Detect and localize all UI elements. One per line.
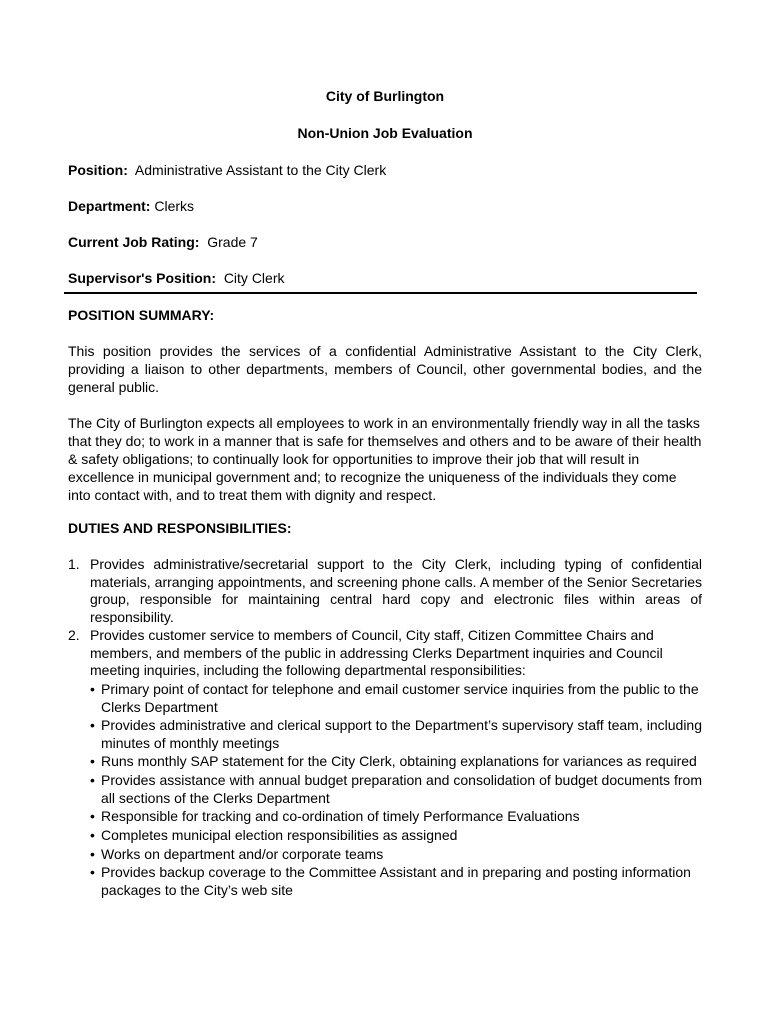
job-rating-field xyxy=(68,234,258,251)
bullet-item xyxy=(90,827,702,845)
duty-item-text: Provides customer service to members of Council, City staff, Citizen Committee Chairs and members, and members of the public in addressing Clerks Department inquiries and Council meeting inquiries, including the following departmental responsibilities: xyxy=(90,627,663,678)
header-divider xyxy=(64,292,697,294)
bullet-text: Provides administrative and clerical support to the Department’s supervisory staff team, including minutes of monthly meetings xyxy=(101,717,702,751)
document-title: Non-Union Job Evaluation xyxy=(297,125,473,141)
position-field xyxy=(68,162,386,179)
position-label: Position: xyxy=(68,162,128,178)
department-field xyxy=(68,198,194,215)
organization-title: City of Burlington xyxy=(325,88,445,104)
bullet-text: Responsible for tracking and co-ordination of timely Performance Evaluations xyxy=(101,808,580,825)
bullet-icon: • xyxy=(90,826,95,843)
department-label: Department: xyxy=(68,198,151,214)
bullet-icon: • xyxy=(90,717,95,734)
bullet-text: Runs monthly SAP statement for the City Clerk, obtaining explanations for variances as required xyxy=(101,753,697,770)
bullet-text: Provides assistance with annual budget preparation and consolidation of budget documents from all sections of the Clerks Department xyxy=(101,772,702,806)
duty-item-2 xyxy=(68,627,702,680)
duty-item-number: 1. xyxy=(68,556,80,572)
bullet-item xyxy=(90,808,702,826)
bullet-icon: • xyxy=(90,808,95,825)
bullet-text: Works on department and/or corporate teams xyxy=(101,845,384,862)
summary-paragraph-1: This position provides the services of a confidential Administrative Assistant to the City Clerk, providing a liaison to other departments, members of Council, other governmental bodies, and the general public. xyxy=(68,343,702,395)
duty-item-1 xyxy=(68,556,702,626)
bullet-item xyxy=(90,864,702,899)
bullet-text: Primary point of contact for telephone and email customer service inquiries from the public to the Clerks Department xyxy=(101,681,699,715)
department-value: Clerks xyxy=(154,198,195,214)
supervisor-value: City Clerk xyxy=(223,270,285,286)
duty-item-number: 2. xyxy=(68,627,80,643)
responsibility-bullet-list xyxy=(90,681,702,901)
supervisor-label: Supervisor's Position: xyxy=(68,270,217,286)
duties-heading: DUTIES AND RESPONSIBILITIES: xyxy=(68,520,292,536)
bullet-icon: • xyxy=(90,845,95,862)
position-value: Administrative Assistant to the City Clerk xyxy=(134,162,387,178)
bullet-item xyxy=(90,753,702,771)
bullet-item xyxy=(90,846,702,864)
job-rating-value: Grade 7 xyxy=(207,234,258,250)
bullet-text: Completes municipal election responsibilities as assigned xyxy=(101,826,458,843)
bullet-icon: • xyxy=(90,753,95,770)
bullet-item xyxy=(90,717,702,752)
bullet-icon: • xyxy=(90,681,95,697)
summary-paragraph-2: The City of Burlington expects all employees to work in an environmentally friendly way in all the tasks that they do; to work in a manner that is safe for themselves and others and to be aware of their health & safety obligations; to continually look for opportunities to improve their job that will result in excellence in municipal government and; to recognize the uniqueness of the individuals they come into contact with, and to treat them with dignity and respect. xyxy=(68,415,702,503)
bullet-item xyxy=(90,681,702,716)
supervisor-field xyxy=(68,270,284,287)
bullet-icon: • xyxy=(90,864,95,881)
bullet-item xyxy=(90,772,702,807)
position-summary-heading: POSITION SUMMARY: xyxy=(68,307,215,323)
job-rating-label: Current Job Rating: xyxy=(68,234,200,250)
bullet-text: Provides backup coverage to the Committee Assistant and in preparing and posting information packages to the City’s web site xyxy=(101,864,691,898)
duty-item-text: Provides administrative/secretarial support to the City Clerk, including typing of confidential materials, arranging appointments, and screening phone calls. A member of the Senior Secretaries group, responsible for maintaining central hard copy and electronic files within areas of responsibility. xyxy=(90,556,702,625)
bullet-icon: • xyxy=(90,772,95,789)
